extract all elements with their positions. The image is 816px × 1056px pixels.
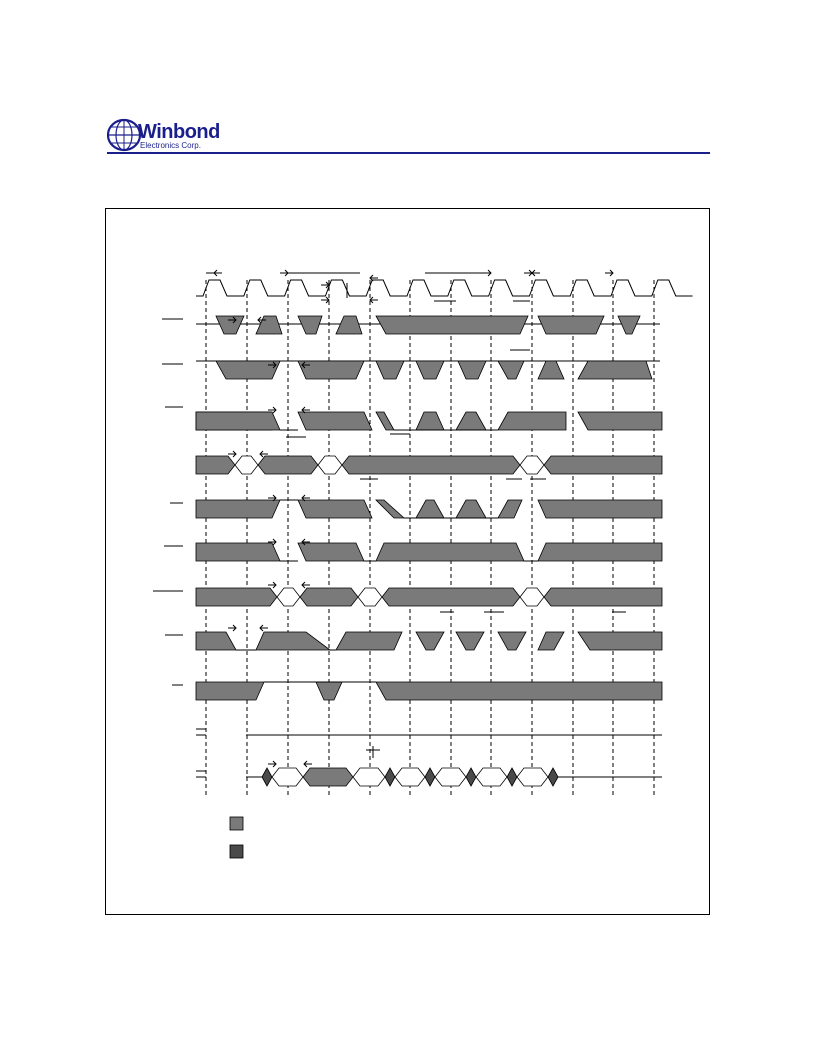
waveform-segment (578, 412, 662, 430)
waveform-segment (196, 500, 280, 518)
waveform-segment (618, 316, 640, 334)
waveform-segment (376, 412, 394, 430)
bus-segment (303, 768, 353, 786)
bus-transition (318, 456, 342, 474)
waveform-segment (336, 632, 402, 650)
waveform-segment (456, 500, 486, 518)
timing-arrow (214, 270, 222, 276)
bus-dark-diamond (466, 768, 476, 786)
waveform-segment (376, 316, 528, 334)
bus-transition (235, 456, 258, 474)
waveform-segment (376, 543, 524, 561)
legend-normal-square (230, 817, 243, 830)
waveform-segment (196, 412, 280, 430)
waveform-segment (376, 361, 404, 379)
timing-arrow (532, 270, 540, 276)
waveform-segment (216, 316, 244, 334)
waveform-segment (298, 543, 364, 561)
clock-waveform (196, 280, 693, 296)
waveform-segment (416, 632, 444, 650)
timing-arrow (280, 270, 288, 276)
waveform-segment (416, 500, 444, 518)
bus-segment (258, 456, 318, 474)
brand-subtitle: Electronics Corp. (140, 141, 201, 150)
bus-segment (196, 588, 277, 606)
bus-transition (353, 768, 385, 786)
waveform-segment (458, 361, 486, 379)
timing-arrow (605, 270, 613, 276)
timing-arrow (302, 582, 310, 588)
bus-segment (382, 588, 520, 606)
waveform-segment (538, 632, 564, 650)
timing-arrow (304, 761, 312, 767)
bus-transition (272, 768, 303, 786)
bus-transition (517, 768, 548, 786)
waveform-segment (498, 412, 566, 430)
bus-segment (544, 456, 662, 474)
bus-transition (520, 588, 544, 606)
waveform-segment (196, 543, 280, 561)
waveform-segment (578, 632, 662, 650)
waveform-segment (376, 500, 404, 518)
waveform-segment (298, 500, 372, 518)
waveform-segment (578, 361, 652, 379)
waveform-segment (416, 361, 444, 379)
bus-segment (342, 456, 520, 474)
bus-dark-diamond (385, 768, 395, 786)
waveform-segment (216, 361, 280, 379)
waveform-segment (316, 682, 342, 700)
waveform-segment (298, 412, 372, 430)
waveform-segment (498, 500, 522, 518)
timing-arrow (228, 451, 236, 457)
waveform-segment (196, 632, 236, 650)
legend-dark-square (230, 845, 243, 858)
waveform-segment (456, 412, 486, 430)
waveform-segment (196, 456, 235, 474)
bus-transition (520, 456, 544, 474)
timing-arrow (260, 625, 268, 631)
waveform-segment (538, 316, 604, 334)
bus-transition (277, 588, 300, 606)
waveform-segment (196, 682, 264, 700)
bus-dark-diamond (425, 768, 435, 786)
bus-transition (395, 768, 425, 786)
waveform-segment (416, 412, 444, 430)
bus-dark-diamond (548, 768, 558, 786)
waveform-segment (336, 316, 362, 334)
bus-transition (476, 768, 507, 786)
brand-name: Winbond (138, 121, 220, 143)
timing-arrow (268, 761, 276, 767)
waveform-segment (538, 361, 564, 379)
bus-dark-diamond (507, 768, 517, 786)
timing-arrow (228, 625, 236, 631)
bus-segment (544, 588, 662, 606)
timing-arrow (524, 270, 532, 276)
bus-transition (435, 768, 466, 786)
bus-dark-diamond (262, 768, 272, 786)
waveform-segment (298, 316, 322, 334)
bus-segment (300, 588, 358, 606)
waveform-segment (498, 632, 526, 650)
timing-arrow (268, 582, 276, 588)
timing-arrow (483, 270, 491, 276)
waveform-segment (256, 632, 330, 650)
waveform-segment (298, 361, 364, 379)
timing-arrow (321, 282, 329, 288)
waveform-segment (498, 361, 524, 379)
timing-arrow (321, 297, 329, 303)
waveform-segment (538, 543, 662, 561)
waveform-segment (456, 632, 484, 650)
bus-transition (358, 588, 382, 606)
waveform-segment (376, 682, 662, 700)
waveform-segment (538, 500, 662, 518)
timing-arrow (370, 297, 378, 303)
